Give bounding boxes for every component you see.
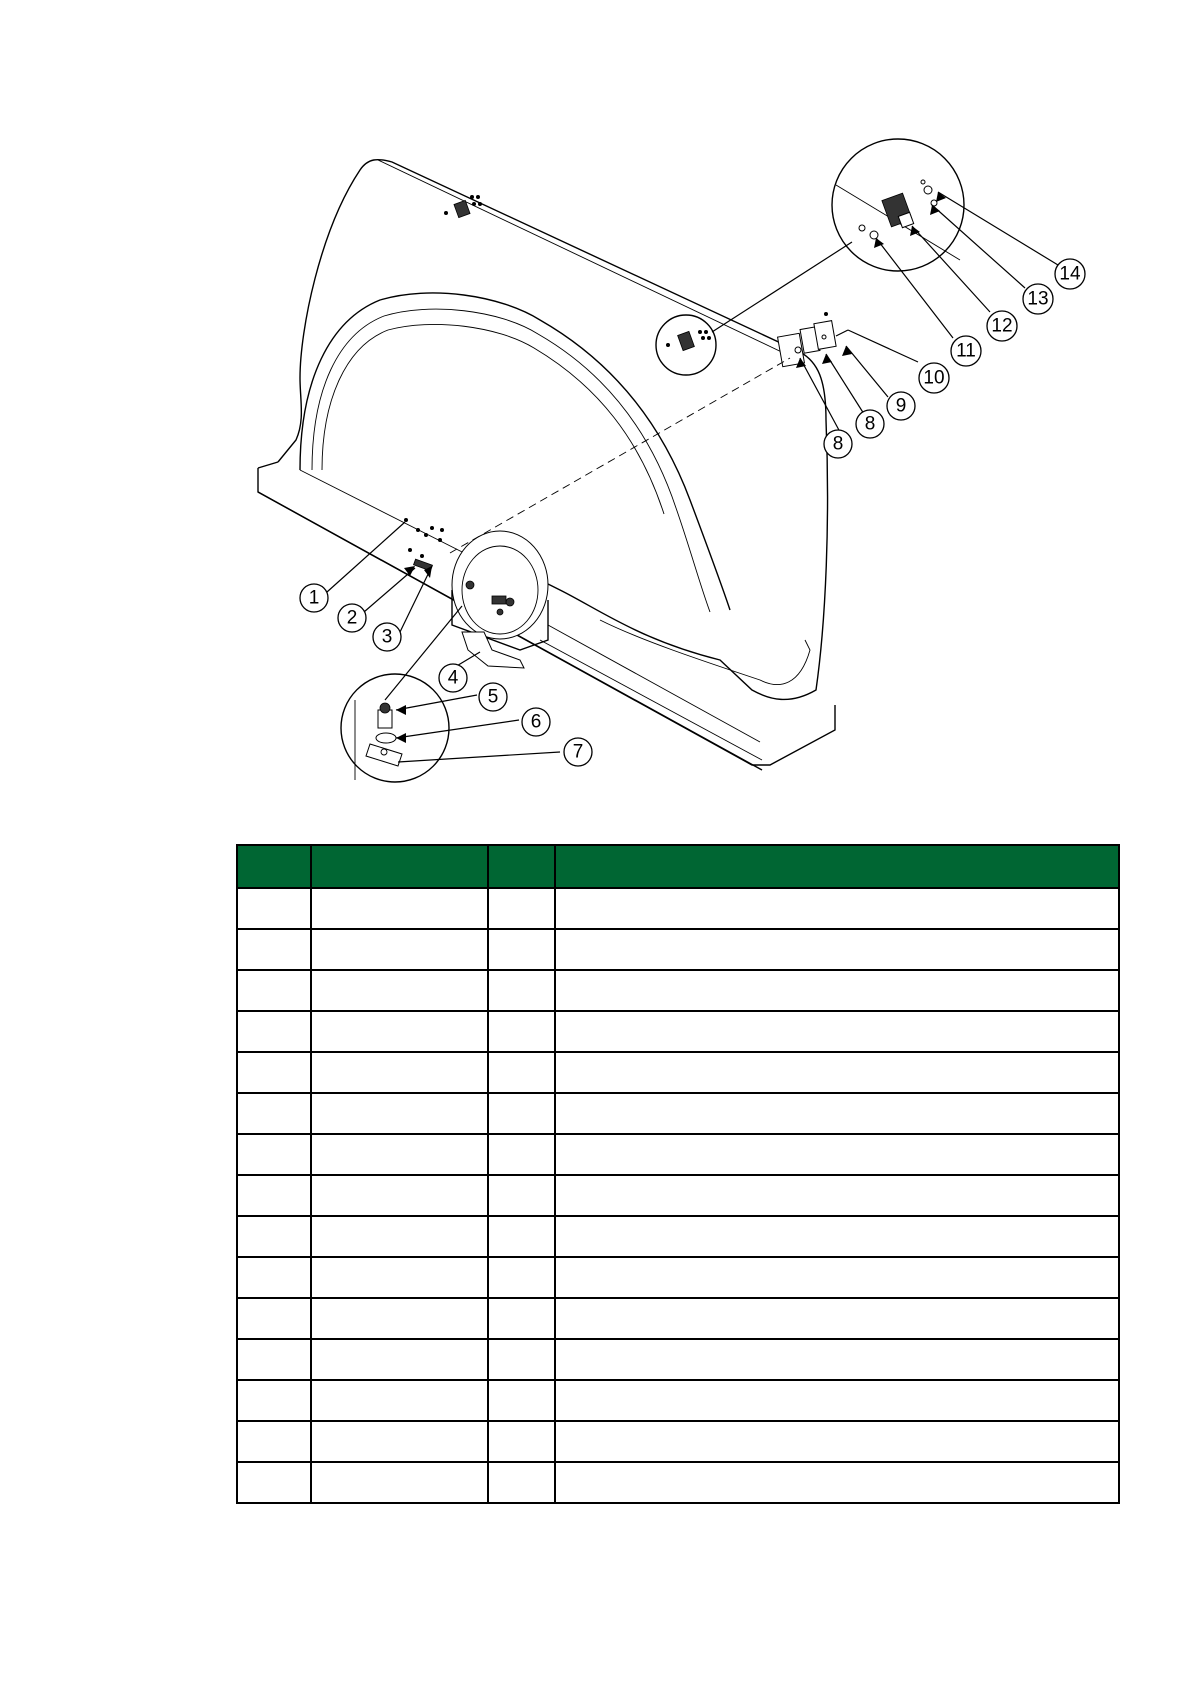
table-cell (488, 1421, 555, 1462)
header-cell-4 (555, 845, 1119, 888)
table-cell (555, 929, 1119, 970)
table-cell (555, 1175, 1119, 1216)
callout-6 (522, 708, 550, 736)
svg-text:4: 4 (447, 667, 459, 689)
table-cell (488, 1011, 555, 1052)
callout-13 (1023, 284, 1053, 314)
table-cell (488, 1298, 555, 1339)
callout-3 (373, 623, 401, 651)
hinge-detail-small (656, 242, 852, 375)
callout-12 (987, 311, 1017, 341)
table-cell (311, 1298, 488, 1339)
table-body (237, 888, 1119, 1503)
callout-5 (479, 683, 507, 711)
table-cell (237, 888, 311, 929)
header-cell-2 (311, 845, 488, 888)
svg-text:12: 12 (991, 315, 1013, 337)
table-cell (237, 1380, 311, 1421)
table-cell (237, 1257, 311, 1298)
guard-body (258, 160, 835, 770)
table-cell (555, 1134, 1119, 1175)
table-cell (488, 1175, 555, 1216)
table-cell (311, 1216, 488, 1257)
table-cell (555, 1011, 1119, 1052)
header-cell-3 (488, 845, 555, 888)
callout-14 (1055, 259, 1085, 289)
table-cell (555, 1052, 1119, 1093)
table-row (237, 1134, 1119, 1175)
svg-text:1: 1 (308, 587, 320, 609)
table-cell (311, 1380, 488, 1421)
table-cell (237, 1011, 311, 1052)
table-cell (488, 1093, 555, 1134)
callout-2 (338, 604, 366, 632)
table-row (237, 1052, 1119, 1093)
table-row (237, 1462, 1119, 1503)
table-row (237, 929, 1119, 970)
table-cell (488, 1052, 555, 1093)
callout-11 (951, 336, 981, 366)
table-row (237, 1093, 1119, 1134)
table-row (237, 1175, 1119, 1216)
table-cell (311, 888, 488, 929)
table-cell (311, 929, 488, 970)
table-cell (311, 1257, 488, 1298)
table-cell (488, 1216, 555, 1257)
table-cell (555, 1257, 1119, 1298)
table-cell (555, 888, 1119, 929)
table-cell (488, 970, 555, 1011)
svg-text:10: 10 (923, 367, 945, 389)
table-cell (555, 970, 1119, 1011)
table-cell (311, 970, 488, 1011)
arrowheads (396, 192, 946, 743)
table-cell (555, 1380, 1119, 1421)
svg-text:7: 7 (572, 741, 584, 763)
table-cell (311, 1421, 488, 1462)
table-cell (237, 929, 311, 970)
svg-text:11: 11 (956, 340, 976, 362)
table-cell (488, 1257, 555, 1298)
svg-text:13: 13 (1027, 288, 1049, 310)
bolt-detail (341, 674, 449, 782)
table-cell (311, 1093, 488, 1134)
table-row (237, 970, 1119, 1011)
table-cell (311, 1339, 488, 1380)
callout-4 (439, 664, 467, 692)
table-row (237, 888, 1119, 929)
table-row (237, 1257, 1119, 1298)
svg-text:9: 9 (895, 395, 907, 417)
svg-text:8: 8 (832, 433, 844, 455)
table-cell (555, 1421, 1119, 1462)
table-row (237, 1216, 1119, 1257)
leader-lines (327, 192, 1058, 762)
callout-7 (564, 738, 592, 766)
svg-text:5: 5 (487, 686, 499, 708)
table-cell (488, 1339, 555, 1380)
table-row (237, 1011, 1119, 1052)
hinge-detail-large (832, 139, 964, 271)
svg-text:6: 6 (530, 711, 542, 733)
callout-1 (300, 584, 328, 612)
table-row (237, 1421, 1119, 1462)
table-row (237, 1298, 1119, 1339)
header-cell-1 (237, 845, 311, 888)
table-cell (237, 1093, 311, 1134)
svg-text:14: 14 (1059, 263, 1081, 285)
table-cell (311, 1175, 488, 1216)
exploded-assembly-drawing (0, 0, 1191, 800)
svg-text:8: 8 (864, 413, 876, 435)
table-cell (311, 1052, 488, 1093)
table-cell (555, 1462, 1119, 1503)
callout-8b (856, 410, 884, 438)
callout-8a (824, 430, 852, 458)
table-cell (555, 1339, 1119, 1380)
callout-10 (919, 363, 949, 393)
parts-table (236, 844, 1120, 1504)
table-cell (237, 1134, 311, 1175)
table-cell (237, 1052, 311, 1093)
table-header-row (237, 845, 1119, 888)
table-cell (237, 1175, 311, 1216)
callout-9 (887, 392, 915, 420)
exploded-plates (778, 312, 848, 367)
table-cell (311, 1134, 488, 1175)
table-cell (237, 1462, 311, 1503)
table-cell (237, 1421, 311, 1462)
table-cell (555, 1298, 1119, 1339)
table-cell (555, 1093, 1119, 1134)
table-row (237, 1339, 1119, 1380)
table-cell (488, 1134, 555, 1175)
table-cell (311, 1462, 488, 1503)
table-row (237, 1380, 1119, 1421)
table-cell (237, 1216, 311, 1257)
svg-text:2: 2 (346, 607, 358, 629)
projection-line (450, 358, 790, 553)
table-cell (311, 1011, 488, 1052)
table-cell (488, 1462, 555, 1503)
table-cell (237, 1339, 311, 1380)
table-cell (555, 1216, 1119, 1257)
table-cell (237, 970, 311, 1011)
svg-text:3: 3 (381, 626, 393, 648)
table-cell (237, 1298, 311, 1339)
table-cell (488, 929, 555, 970)
table-cell (488, 1380, 555, 1421)
table-cell (488, 888, 555, 929)
